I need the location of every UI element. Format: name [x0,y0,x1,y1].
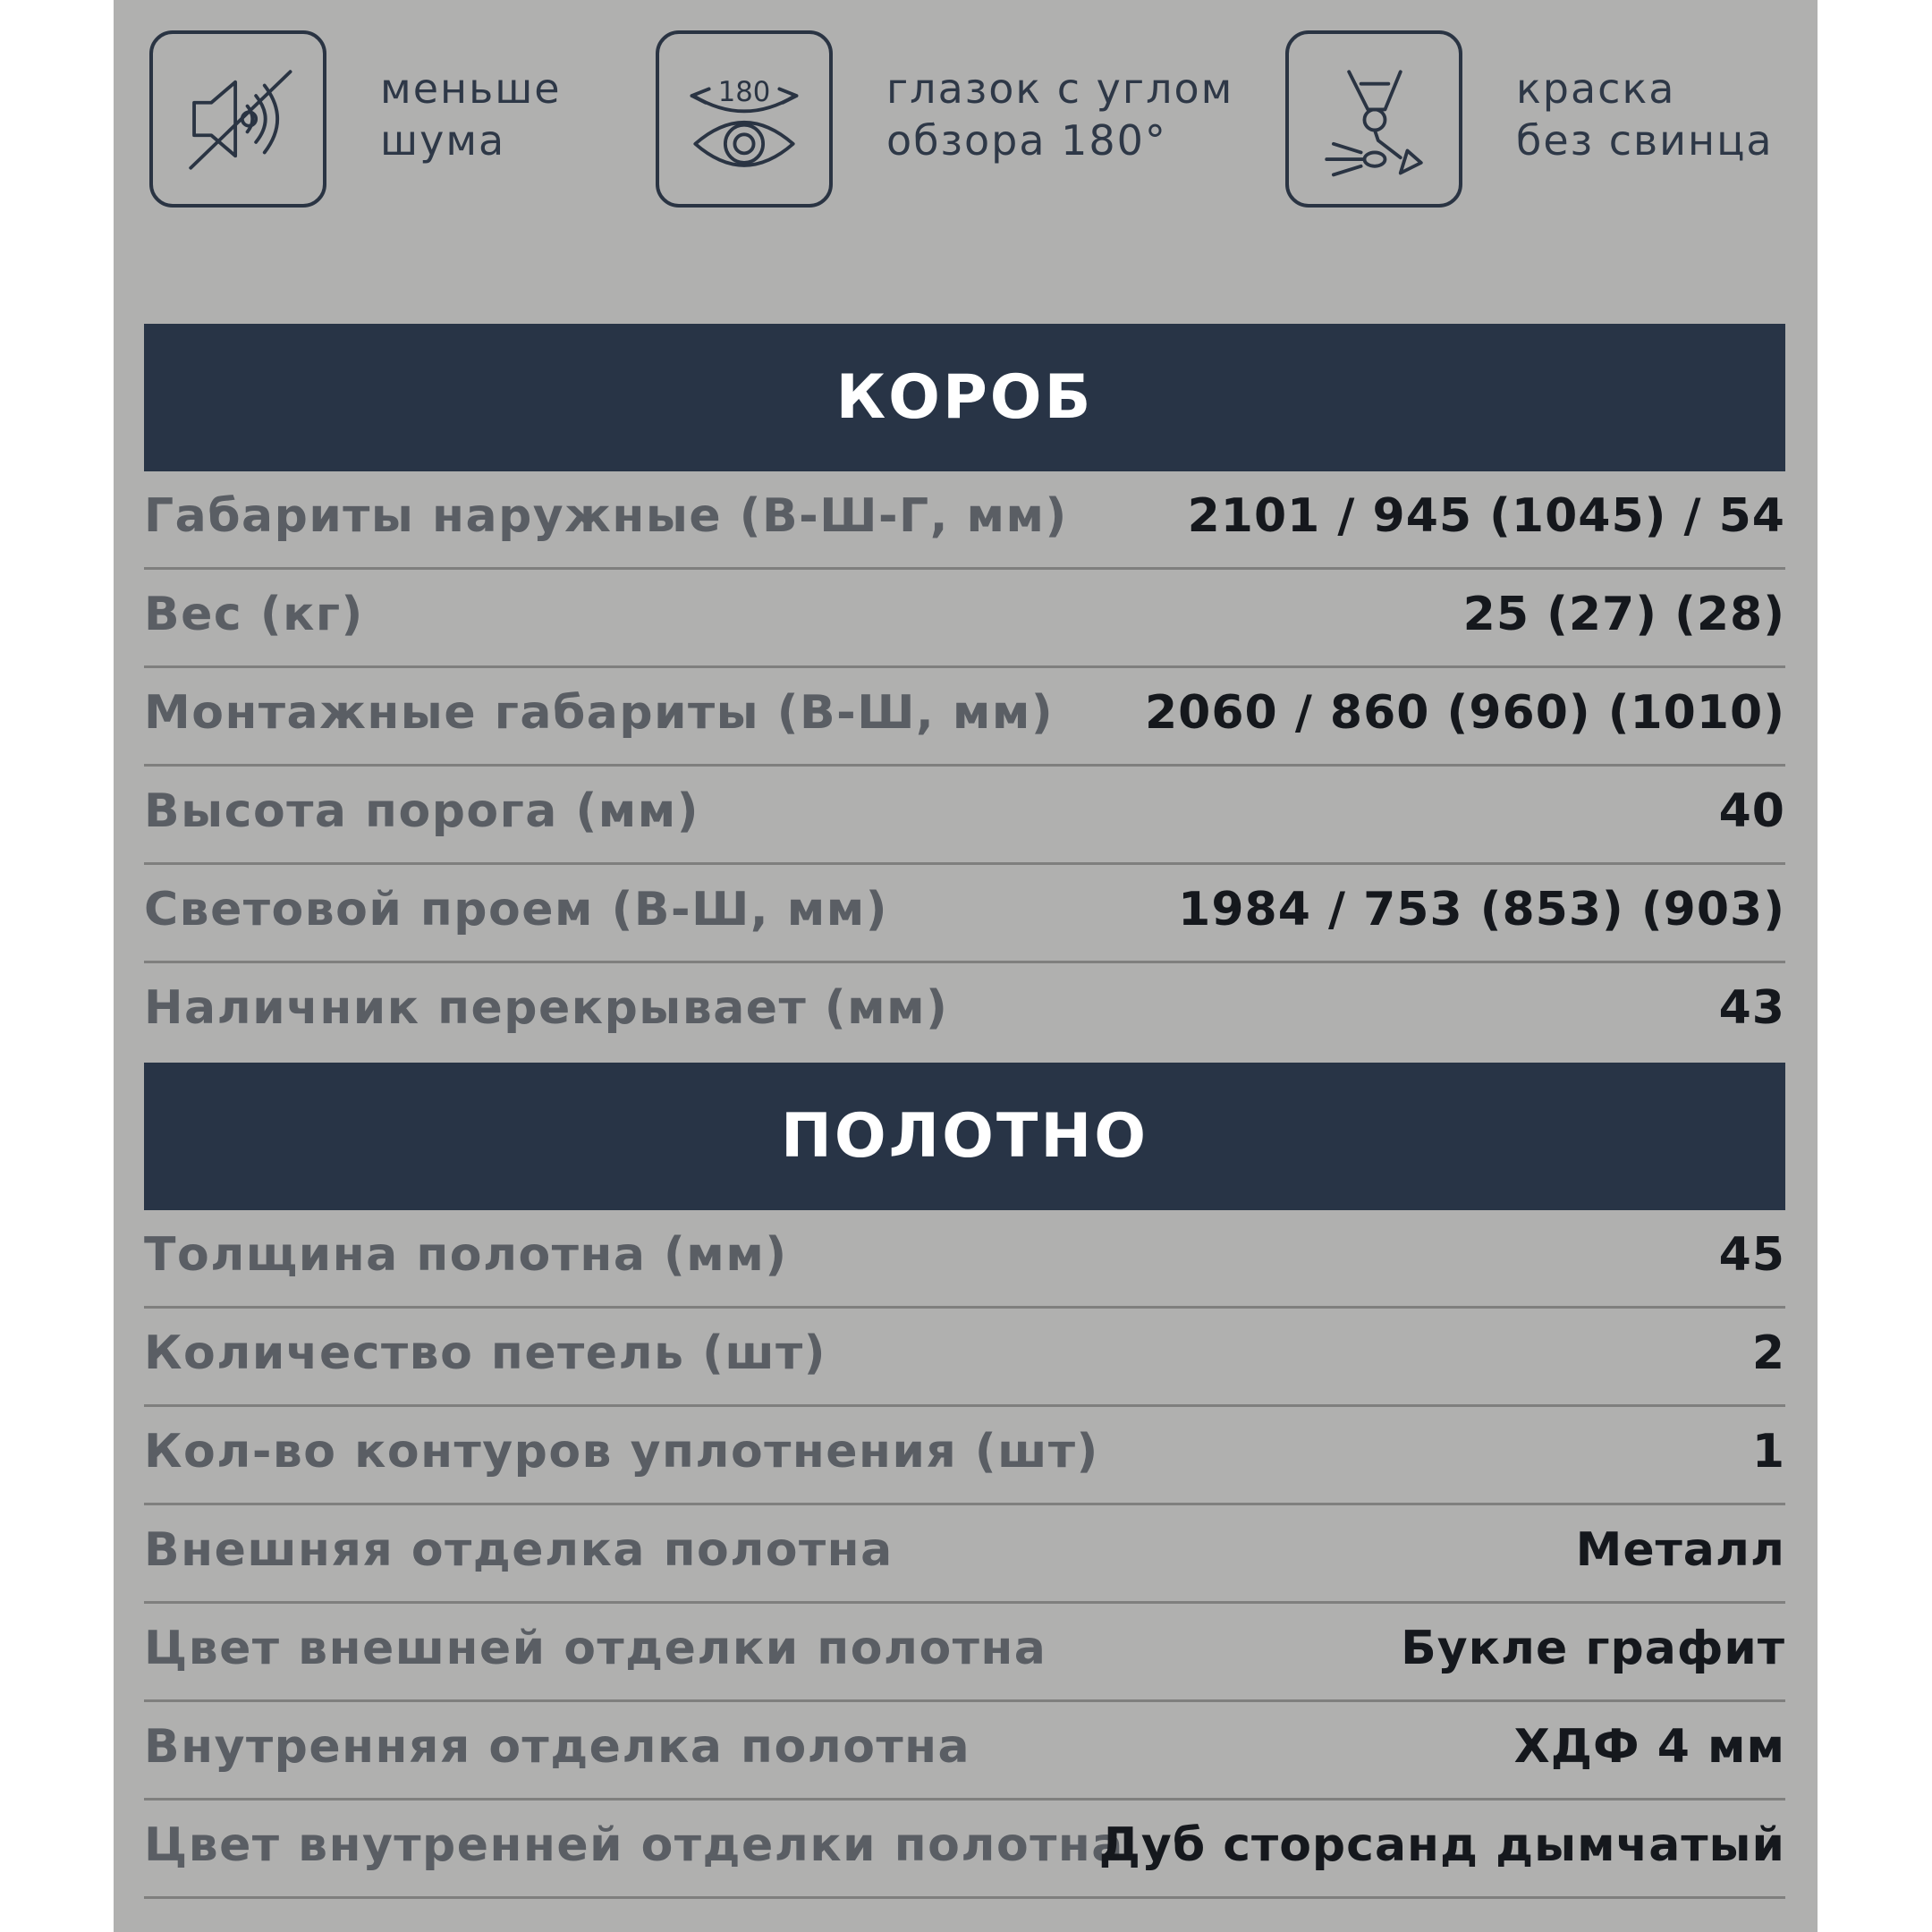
lead-free-paint-icon [1285,30,1462,208]
leaf-spec-table [144,1210,1785,1899]
noise-reduction-icon [149,30,326,208]
row-value: 2101 / 945 (1045) / 54 [1187,489,1785,543]
feature-paint-line2: без свинца [1516,116,1774,165]
table-row [144,1505,1785,1604]
table-row [144,1801,1785,1899]
table-row [144,570,1785,668]
row-label: Внешняя отделка полотна [144,1523,894,1577]
table-row [144,1604,1785,1702]
leaf-section-header [144,1063,1785,1210]
box-section-header [144,324,1785,471]
row-value: 43 [1718,981,1785,1035]
box-spec-table [144,471,1785,1062]
row-label: Внутренняя отделка полотна [144,1720,971,1774]
features-row [114,0,1818,233]
row-value: Букле графит [1401,1622,1785,1675]
table-row [144,963,1785,1062]
box-section-title: КОРОБ [835,362,1094,433]
row-label: Кол-во контуров уплотнения (шт) [144,1425,1099,1479]
row-value: 25 (27) (28) [1462,588,1785,641]
table-row [144,865,1785,963]
row-value: 40 [1718,784,1785,838]
peephole-180-icon [656,30,833,208]
feature-noise-line1: меньше [380,64,562,113]
table-row [144,1407,1785,1505]
table-row [144,767,1785,865]
table-row [144,471,1785,570]
row-label: Монтажные габариты (В-Ш, мм) [144,686,1055,740]
feature-paint-label [1516,63,1774,166]
row-label: Габариты наружные (В-Ш-Г, мм) [144,489,1068,543]
spec-panel [114,0,1818,1932]
row-value: 1984 / 753 (853) (903) [1178,883,1785,936]
row-value: 45 [1718,1228,1785,1282]
row-label: Вес (кг) [144,588,364,641]
row-value: ХДФ 4 мм [1513,1720,1785,1774]
row-value: Дуб сторсанд дымчатый [1098,1818,1785,1872]
table-row [144,1210,1785,1309]
table-row [144,1309,1785,1407]
feature-peephole-line2: обзора 180° [886,116,1167,165]
row-label: Световой проем (В-Ш, мм) [144,883,888,936]
row-value: 2 [1751,1326,1785,1380]
feature-noise-line2: шума [380,116,506,165]
feature-noise-label [380,63,562,166]
row-label: Толщина полотна (мм) [144,1228,788,1282]
row-label: Наличник перекрывает (мм) [144,981,949,1035]
row-value: Металл [1575,1523,1785,1577]
feature-peephole-line1: глазок с углом [886,64,1234,113]
peephole-180-text: 180 [717,76,771,108]
feature-peephole-label [886,63,1233,166]
table-row [144,668,1785,767]
table-row [144,1702,1785,1801]
row-label: Цвет внешней отделки полотна [144,1622,1047,1675]
row-label: Цвет внутренней отделки полотна [144,1818,1124,1872]
row-value: 2060 / 860 (960) (1010) [1144,686,1785,740]
row-label: Высота порога (мм) [144,784,700,838]
feature-paint-line1: краска [1516,64,1676,113]
row-label: Количество петель (шт) [144,1326,826,1380]
leaf-section-title: ПОЛОТНО [780,1101,1149,1172]
row-value: 1 [1751,1425,1785,1479]
